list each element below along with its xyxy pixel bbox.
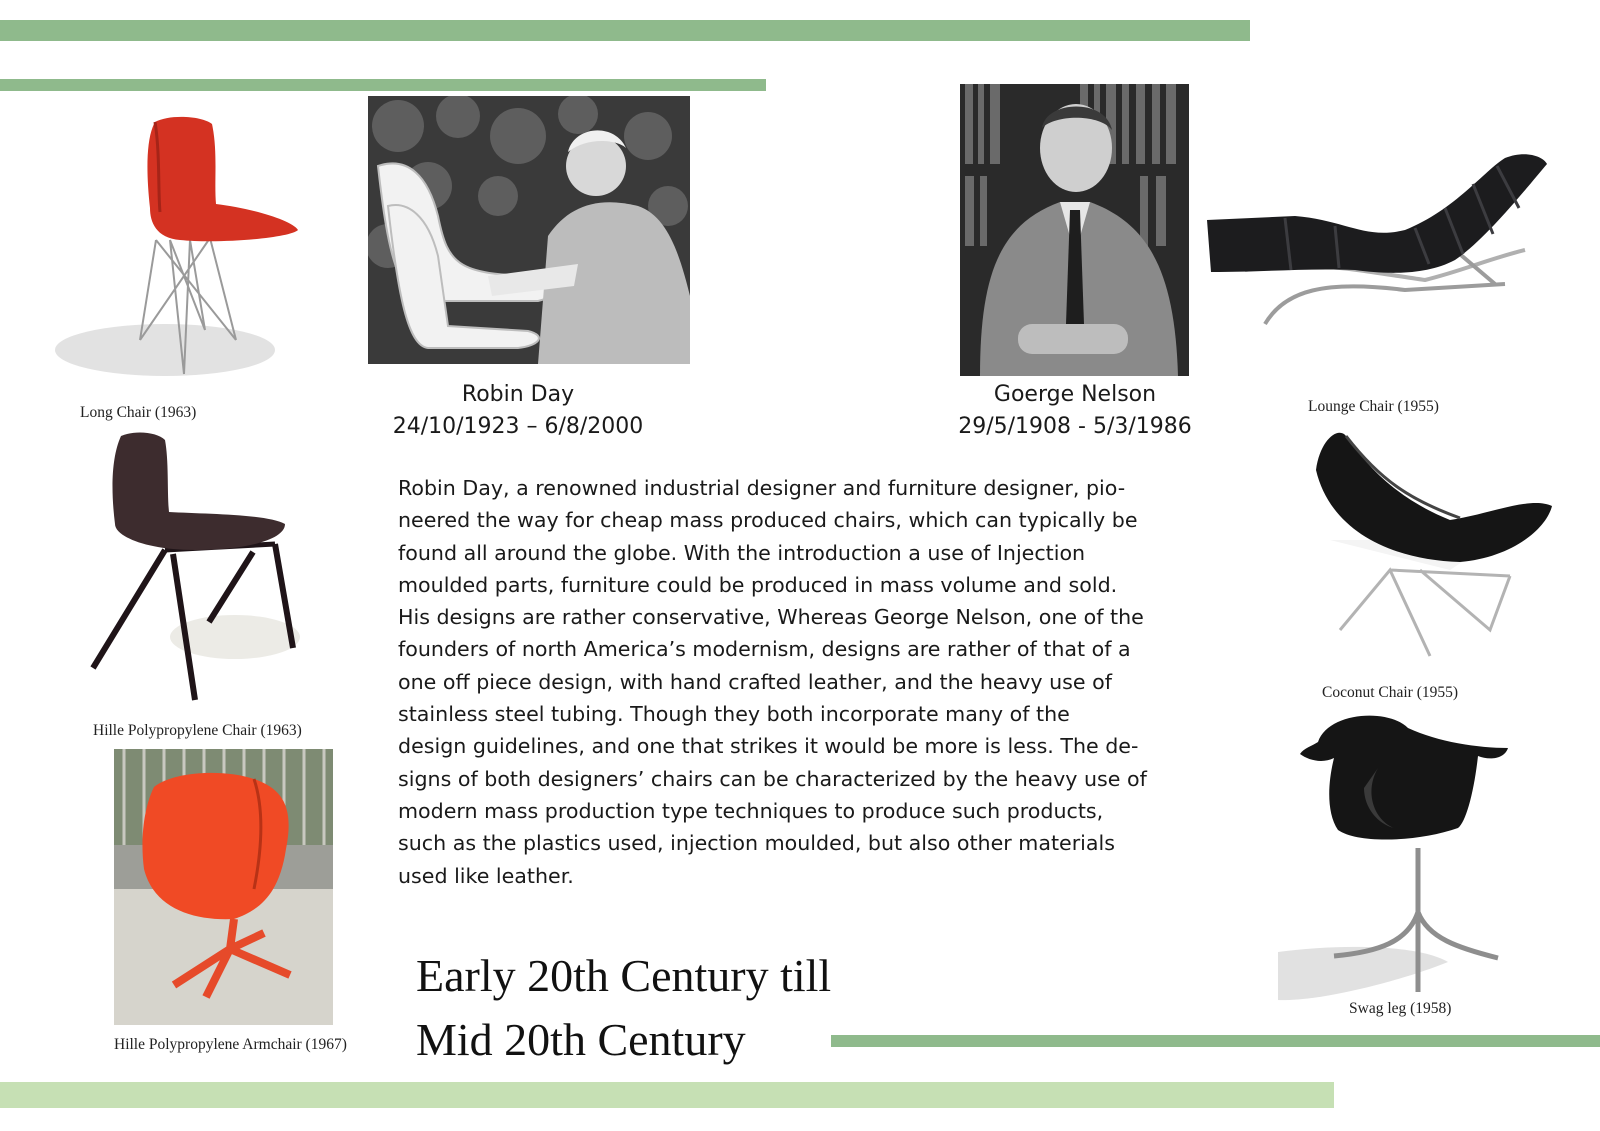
body-line: one off piece design, with hand crafted leather, and the heavy use of (398, 669, 1112, 694)
robin-day-name: Robin Day (461, 382, 575, 407)
lower-green-bar (831, 1035, 1600, 1047)
body-line: modern mass production type techniques to produce such products, (398, 798, 1104, 823)
robin-day-photo (368, 96, 690, 364)
body-line: His designs are rather conservative, Whereas George Nelson, one of the (398, 605, 1144, 630)
long-chair-caption: Long Chair (1963) (80, 404, 197, 421)
body-line: founders of north America’s modernism, designs are rather of that of a (398, 637, 1131, 662)
swag-leg-chair-image (1278, 712, 1540, 1002)
george-nelson-name: Goerge Nelson (993, 382, 1157, 407)
body-line: such as the plastics used, injection moulded, but also other materials (398, 831, 1115, 856)
page-title-line-1: Early 20th Century till (416, 950, 832, 1001)
bottom-green-bar (0, 1082, 1334, 1108)
body-line: Robin Day, a renowned industrial designer and furniture designer, pio- (398, 476, 1126, 500)
page-title-line-2: Mid 20th Century (416, 1014, 746, 1065)
body-line: stainless steel tubing. Though they both incorporate many of the (398, 702, 1070, 727)
body-paragraph (398, 472, 1198, 892)
body-line: used like leather. (398, 863, 574, 888)
upper-green-bar (0, 79, 766, 91)
coconut-chair-image (1310, 430, 1555, 668)
george-nelson-dates: 29/5/1908 - 5/3/1986 (958, 414, 1192, 439)
lounge-chair-image (1205, 150, 1550, 335)
hille-polypropylene-chair-caption: Hille Polypropylene Chair (1963) (93, 722, 302, 739)
robin-day-dates: 24/10/1923 – 6/8/2000 (392, 414, 644, 439)
lounge-chair-caption: Lounge Chair (1955) (1308, 398, 1439, 415)
coconut-chair-caption: Coconut Chair (1955) (1322, 684, 1459, 701)
body-line: found all around the globe. With the introduction a use of Injection (398, 540, 1086, 565)
hille-polypropylene-armchair-caption: Hille Polypropylene Armchair (1967) (114, 1036, 347, 1053)
body-line: neered the way for cheap mass produced chairs, which can typically be (398, 508, 1138, 533)
body-line: signs of both designers’ chairs can be characterized by the heavy use of (398, 766, 1147, 791)
body-line: moulded parts, furniture could be produced in mass volume and sold. (398, 572, 1118, 597)
page-title (416, 944, 831, 1072)
hille-polypropylene-armchair-image (114, 749, 333, 1025)
top-green-bar (0, 20, 1250, 41)
hille-polypropylene-chair-image (85, 432, 315, 714)
body-line: design guidelines, and one that strikes it would be more is less. The de- (398, 734, 1139, 759)
george-nelson-photo (960, 84, 1189, 376)
swag-leg-caption: Swag leg (1958) (1349, 1000, 1452, 1017)
long-chair-image (30, 112, 320, 397)
